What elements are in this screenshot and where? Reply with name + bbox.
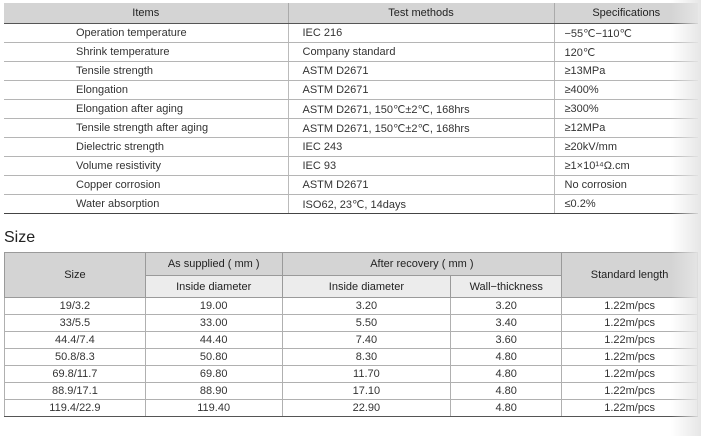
supplied-inside-diameter-cell: 88.90 [145,383,282,400]
header-size: Size [5,253,146,298]
test-method-cell: ASTM D2671 [288,62,554,81]
recovered-inside-diameter-cell: 22.90 [282,400,451,417]
recovered-inside-diameter-cell: 17.10 [282,383,451,400]
wall-thickness-cell: 3.60 [451,332,562,349]
spec-row [4,81,698,100]
spec-row [4,62,698,81]
size-row [5,349,698,366]
supplied-inside-diameter-cell: 69.80 [145,366,282,383]
supplied-inside-diameter-cell: 119.40 [145,400,282,417]
recovered-inside-diameter-cell: 3.20 [282,298,451,315]
size-table [4,252,698,417]
spec-row [4,24,698,43]
recovered-inside-diameter-cell: 11.70 [282,366,451,383]
specification-cell: No corrosion [554,176,698,195]
specifications-table [4,3,698,214]
wall-thickness-cell: 4.80 [451,383,562,400]
recovered-inside-diameter-cell: 8.30 [282,349,451,366]
spec-row [4,100,698,119]
header-test-methods: Test methods [288,3,554,24]
supplied-inside-diameter-cell: 44.40 [145,332,282,349]
size-cell: 119.4/22.9 [5,400,146,417]
item-cell: Shrink temperature [4,43,288,62]
wall-thickness-cell: 4.80 [451,349,562,366]
item-cell: Water absorption [4,195,288,214]
standard-length-cell: 1.22m/pcs [562,315,698,332]
specification-cell: ≥1×10¹⁴Ω.cm [554,157,698,176]
size-row [5,298,698,315]
item-cell: Elongation [4,81,288,100]
test-method-cell: ASTM D2671, 150℃±2℃, 168hrs [288,100,554,119]
wall-thickness-cell: 4.80 [451,366,562,383]
test-method-cell: ASTM D2671, 150℃±2℃, 168hrs [288,119,554,138]
spec-row [4,195,698,214]
header-wall-thickness: Wall−thickness [451,276,562,298]
test-method-cell: ISO62, 23℃, 14days [288,195,554,214]
test-method-cell: IEC 216 [288,24,554,43]
header-specifications: Specifications [554,3,698,24]
wall-thickness-cell: 3.40 [451,315,562,332]
spec-row [4,138,698,157]
specification-cell: ≥13MPa [554,62,698,81]
specification-cell: ≥400% [554,81,698,100]
specification-cell: −55℃−110℃ [554,24,698,43]
wall-thickness-cell: 4.80 [451,400,562,417]
item-cell: Tensile strength after aging [4,119,288,138]
test-method-cell: IEC 93 [288,157,554,176]
item-cell: Dielectric strength [4,138,288,157]
test-method-cell: Company standard [288,43,554,62]
spec-row [4,43,698,62]
header-as-supplied: As supplied ( mm ) [145,253,282,276]
item-cell: Tensile strength [4,62,288,81]
size-header-row-1 [5,253,698,276]
supplied-inside-diameter-cell: 19.00 [145,298,282,315]
specification-cell: ≤0.2% [554,195,698,214]
item-cell: Volume resistivity [4,157,288,176]
size-row [5,366,698,383]
standard-length-cell: 1.22m/pcs [562,366,698,383]
size-section-title: Size [4,229,36,246]
supplied-inside-diameter-cell: 33.00 [145,315,282,332]
specification-cell: 120℃ [554,43,698,62]
item-cell: Elongation after aging [4,100,288,119]
standard-length-cell: 1.22m/pcs [562,349,698,366]
size-cell: 50.8/8.3 [5,349,146,366]
test-method-cell: ASTM D2671 [288,81,554,100]
size-row [5,315,698,332]
standard-length-cell: 1.22m/pcs [562,383,698,400]
specification-cell: ≥20kV/mm [554,138,698,157]
spec-row [4,157,698,176]
size-row [5,383,698,400]
spec-header-row [4,3,698,24]
recovered-inside-diameter-cell: 5.50 [282,315,451,332]
size-cell: 88.9/17.1 [5,383,146,400]
header-inside-diameter-recovered: Inside diameter [282,276,451,298]
header-standard-length: Standard length [562,253,698,298]
size-cell: 44.4/7.4 [5,332,146,349]
recovered-inside-diameter-cell: 7.40 [282,332,451,349]
standard-length-cell: 1.22m/pcs [562,332,698,349]
header-items: Items [4,3,288,24]
test-method-cell: IEC 243 [288,138,554,157]
supplied-inside-diameter-cell: 50.80 [145,349,282,366]
header-inside-diameter-supplied: Inside diameter [145,276,282,298]
specification-cell: ≥300% [554,100,698,119]
item-cell: Operation temperature [4,24,288,43]
test-method-cell: ASTM D2671 [288,176,554,195]
wall-thickness-cell: 3.20 [451,298,562,315]
specification-cell: ≥12MPa [554,119,698,138]
size-cell: 33/5.5 [5,315,146,332]
size-row [5,332,698,349]
standard-length-cell: 1.22m/pcs [562,298,698,315]
size-row [5,400,698,417]
spec-row [4,119,698,138]
size-cell: 19/3.2 [5,298,146,315]
header-after-recovery: After recovery ( mm ) [282,253,562,276]
size-cell: 69.8/11.7 [5,366,146,383]
standard-length-cell: 1.22m/pcs [562,400,698,417]
item-cell: Copper corrosion [4,176,288,195]
spec-row [4,176,698,195]
